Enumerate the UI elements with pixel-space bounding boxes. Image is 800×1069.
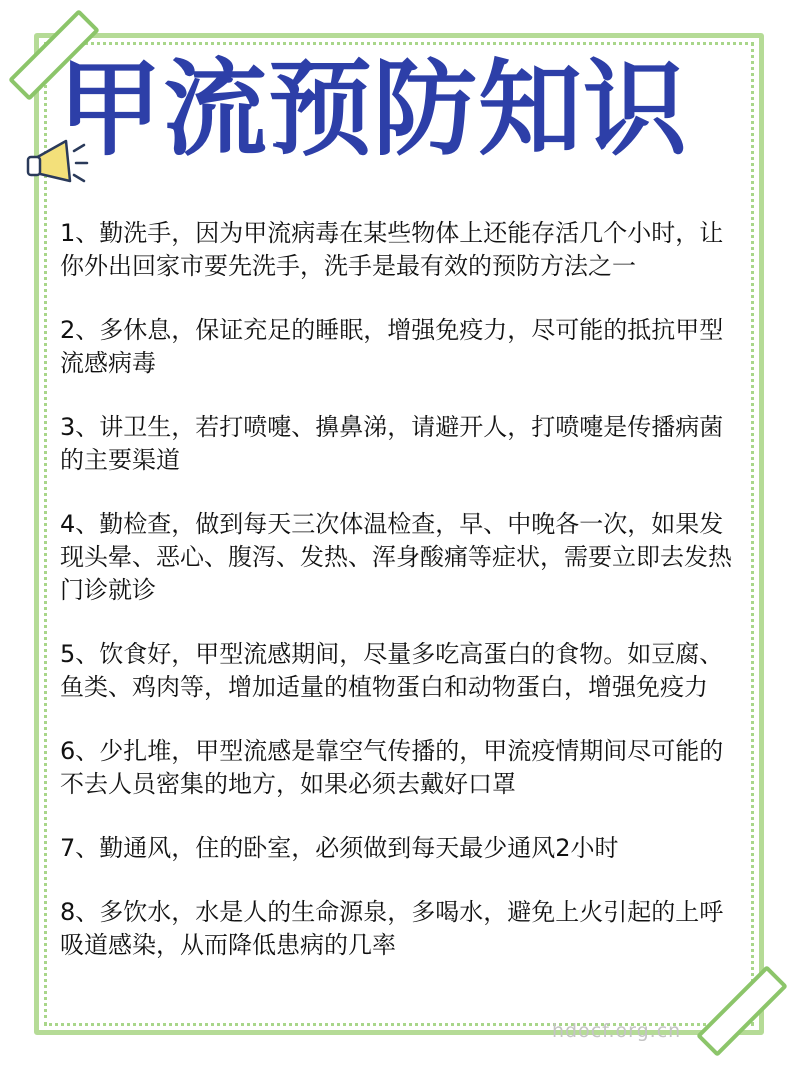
tip-item-4: 4、勤检查，做到每天三次体温检查，早、中晚各一次，如果发现头晕、恶心、腹泻、发热、浑身酸痛等症状，需要立即去发热门诊就诊 <box>60 510 732 604</box>
tip-item-5: 5、饮食好，甲型流感期间，尽量多吃高蛋白的食物。如豆腐、鱼类、鸡肉等，增加适量的植物蛋白和动物蛋白，增强免疫力 <box>60 640 724 701</box>
tip-item-3: 3、讲卫生，若打喷嚏、擤鼻涕，请避开人，打喷嚏是传播病菌的主要渠道 <box>60 413 724 474</box>
watermark: hdocf.org.cn <box>552 1020 682 1042</box>
page-title: 甲流预防知识 <box>58 48 689 170</box>
tip-item-8: 8、多饮水，水是人的生命源泉，多喝水，避免上火引起的上呼吸道感染，从而降低患病的几率 <box>60 898 724 959</box>
tip-item-1: 1、勤洗手，因为甲流病毒在某些物体上还能存活几个小时，让你外出回家市要先洗手，洗手是最有效的预防方法之一 <box>60 219 724 280</box>
tip-item-6: 6、少扎堆，甲型流感是靠空气传播的，甲流疫情期间尽可能的不去人员密集的地方，如果必须去戴好口罩 <box>60 737 724 798</box>
tip-item-2: 2、多休息，保证充足的睡眠，增强免疫力，尽可能的抵抗甲型流感病毒 <box>60 316 724 377</box>
tips-list <box>60 217 740 993</box>
tip-item-7: 7、勤通风，住的卧室，必须做到每天最少通风2小时 <box>60 834 619 862</box>
